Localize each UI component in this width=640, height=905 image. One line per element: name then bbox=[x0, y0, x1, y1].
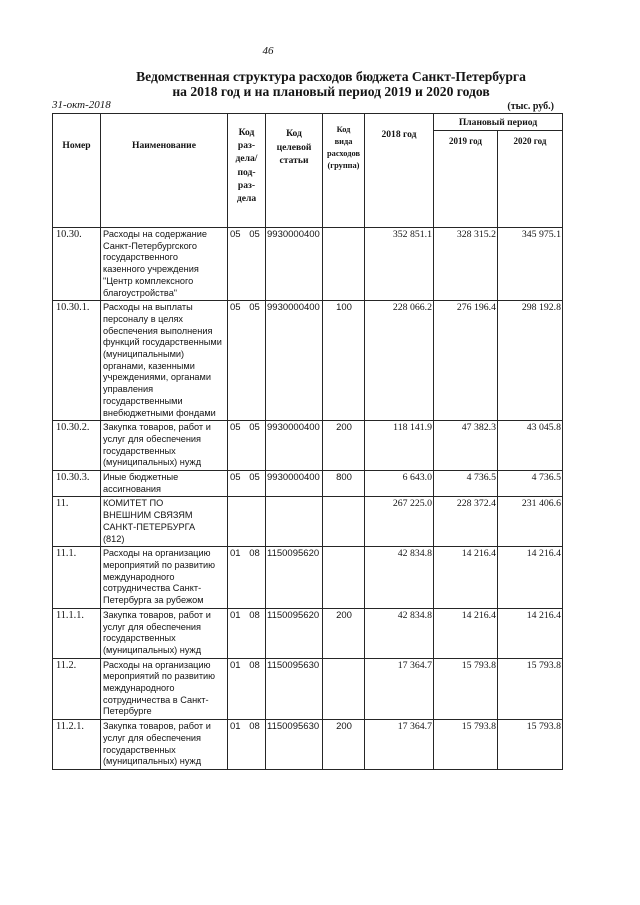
expense-type-cell: 200 bbox=[323, 421, 365, 471]
amount-2019-cell: 14 216.4 bbox=[434, 608, 498, 658]
row-name-cell: Закупка товаров, работ и услуг для обеспечения государственных (муниципальных) нужд bbox=[101, 720, 228, 770]
table-row bbox=[53, 497, 563, 547]
table-row bbox=[53, 658, 563, 720]
row-name-cell: Закупка товаров, работ и услуг для обеспечения государственных (муниципальных) нужд bbox=[101, 421, 228, 471]
amount-2020-cell: 4 736.5 bbox=[498, 471, 563, 497]
target-code-cell: 9930000400 bbox=[266, 471, 323, 497]
table-row bbox=[53, 228, 563, 301]
section-code-cell bbox=[228, 497, 266, 547]
amount-2020-cell: 43 045.8 bbox=[498, 421, 563, 471]
section-code-cell: 01 08 bbox=[228, 658, 266, 720]
expense-type-cell: 200 bbox=[323, 608, 365, 658]
budget-table bbox=[52, 113, 563, 770]
table-row bbox=[53, 608, 563, 658]
amount-2019-cell: 14 216.4 bbox=[434, 547, 498, 609]
section-code-cell: 05 05 bbox=[228, 228, 266, 301]
table-header bbox=[53, 114, 563, 228]
amount-2020-cell: 15 793.8 bbox=[498, 720, 563, 770]
table-row bbox=[53, 471, 563, 497]
row-name-cell: Расходы на содержание Санкт-Петербургского государственного казенного учреждения "Центр комплексного благоустройства" bbox=[101, 228, 228, 301]
amount-2019-cell: 4 736.5 bbox=[434, 471, 498, 497]
header-number: Номер bbox=[53, 114, 101, 228]
row-number-cell: 11.1. bbox=[53, 547, 101, 609]
amount-2019-cell: 15 793.8 bbox=[434, 720, 498, 770]
row-name-cell: Расходы на организацию мероприятий по развитию международного сотрудничества Санкт- Петербурга за рубежом bbox=[101, 547, 228, 609]
section-code-cell: 05 05 bbox=[228, 301, 266, 421]
header-section-code: Код раз- дела/ под- раз- дела bbox=[228, 114, 266, 228]
header-year-2019: 2019 год bbox=[434, 131, 498, 228]
header-name: Наименование bbox=[101, 114, 228, 228]
row-name-cell: Расходы на организацию мероприятий по развитию международного сотрудничества в Санкт- Петербурге bbox=[101, 658, 228, 720]
row-number-cell: 10.30. bbox=[53, 228, 101, 301]
table-row bbox=[53, 301, 563, 421]
amount-2020-cell: 14 216.4 bbox=[498, 547, 563, 609]
row-name-cell: Иные бюджетные ассигнования bbox=[101, 471, 228, 497]
document-title-line1: Ведомственная структура расходов бюджета Санкт-Петербурга bbox=[136, 69, 526, 84]
target-code-cell: 9930000400 bbox=[266, 421, 323, 471]
document-title-line2: на 2018 год и на плановый период 2019 и 2020 годов bbox=[172, 84, 490, 99]
amount-2020-cell: 15 793.8 bbox=[498, 658, 563, 720]
row-number-cell: 11.2.1. bbox=[53, 720, 101, 770]
document-title bbox=[81, 69, 581, 99]
expense-type-cell bbox=[323, 228, 365, 301]
expense-type-cell bbox=[323, 547, 365, 609]
target-code-cell: 1150095620 bbox=[266, 547, 323, 609]
section-code-cell: 05 05 bbox=[228, 471, 266, 497]
amount-2018-cell: 6 643.0 bbox=[365, 471, 434, 497]
section-code-cell: 05 05 bbox=[228, 421, 266, 471]
amount-2020-cell: 231 406.6 bbox=[498, 497, 563, 547]
amount-2018-cell: 17 364.7 bbox=[365, 658, 434, 720]
expense-type-cell: 100 bbox=[323, 301, 365, 421]
row-number-cell: 11. bbox=[53, 497, 101, 547]
header-planning-period: Плановый период bbox=[434, 114, 563, 131]
amount-2018-cell: 42 834.8 bbox=[365, 608, 434, 658]
amount-2019-cell: 47 382.3 bbox=[434, 421, 498, 471]
row-number-cell: 11.1.1. bbox=[53, 608, 101, 658]
amount-2019-cell: 15 793.8 bbox=[434, 658, 498, 720]
target-code-cell: 9930000400 bbox=[266, 228, 323, 301]
page-number: 46 bbox=[262, 45, 274, 57]
row-number-cell: 10.30.3. bbox=[53, 471, 101, 497]
section-code-cell: 01 08 bbox=[228, 608, 266, 658]
section-code-cell: 01 08 bbox=[228, 547, 266, 609]
document-date: 31-окт-2018 bbox=[52, 99, 111, 111]
row-number-cell: 11.2. bbox=[53, 658, 101, 720]
amount-2018-cell: 118 141.9 bbox=[365, 421, 434, 471]
expense-type-cell: 200 bbox=[323, 720, 365, 770]
header-target-code: Код целевой статьи bbox=[266, 114, 323, 228]
table-row bbox=[53, 547, 563, 609]
amount-2020-cell: 345 975.1 bbox=[498, 228, 563, 301]
amount-2019-cell: 328 315.2 bbox=[434, 228, 498, 301]
units-label: (тыс. руб.) bbox=[507, 101, 554, 112]
row-name-cell: Расходы на выплаты персоналу в целях обеспечения выполнения функций государственными (муниципальными) органами, казенными учреждениями, органами управления государственными внебюджетными фондами bbox=[101, 301, 228, 421]
header-year-2018: 2018 год bbox=[365, 114, 434, 228]
amount-2019-cell: 228 372.4 bbox=[434, 497, 498, 547]
row-name-cell: КОМИТЕТ ПО ВНЕШНИМ СВЯЗЯМ САНКТ-ПЕТЕРБУРГА (812) bbox=[101, 497, 228, 547]
table-row bbox=[53, 720, 563, 770]
row-name-cell: Закупка товаров, работ и услуг для обеспечения государственных (муниципальных) нужд bbox=[101, 608, 228, 658]
row-number-cell: 10.30.1. bbox=[53, 301, 101, 421]
amount-2018-cell: 228 066.2 bbox=[365, 301, 434, 421]
amount-2020-cell: 298 192.8 bbox=[498, 301, 563, 421]
header-expense-type-code: Код вида расходов (группа) bbox=[323, 114, 365, 228]
expense-type-cell bbox=[323, 658, 365, 720]
amount-2020-cell: 14 216.4 bbox=[498, 608, 563, 658]
row-number-cell: 10.30.2. bbox=[53, 421, 101, 471]
table-body bbox=[53, 228, 563, 770]
amount-2019-cell: 276 196.4 bbox=[434, 301, 498, 421]
table-row bbox=[53, 421, 563, 471]
target-code-cell: 1150095630 bbox=[266, 720, 323, 770]
expense-type-cell: 800 bbox=[323, 471, 365, 497]
amount-2018-cell: 17 364.7 bbox=[365, 720, 434, 770]
target-code-cell: 1150095630 bbox=[266, 658, 323, 720]
amount-2018-cell: 267 225.0 bbox=[365, 497, 434, 547]
target-code-cell bbox=[266, 497, 323, 547]
amount-2018-cell: 352 851.1 bbox=[365, 228, 434, 301]
target-code-cell: 9930000400 bbox=[266, 301, 323, 421]
target-code-cell: 1150095620 bbox=[266, 608, 323, 658]
header-year-2020: 2020 год bbox=[498, 131, 563, 228]
expense-type-cell bbox=[323, 497, 365, 547]
section-code-cell: 01 08 bbox=[228, 720, 266, 770]
amount-2018-cell: 42 834.8 bbox=[365, 547, 434, 609]
